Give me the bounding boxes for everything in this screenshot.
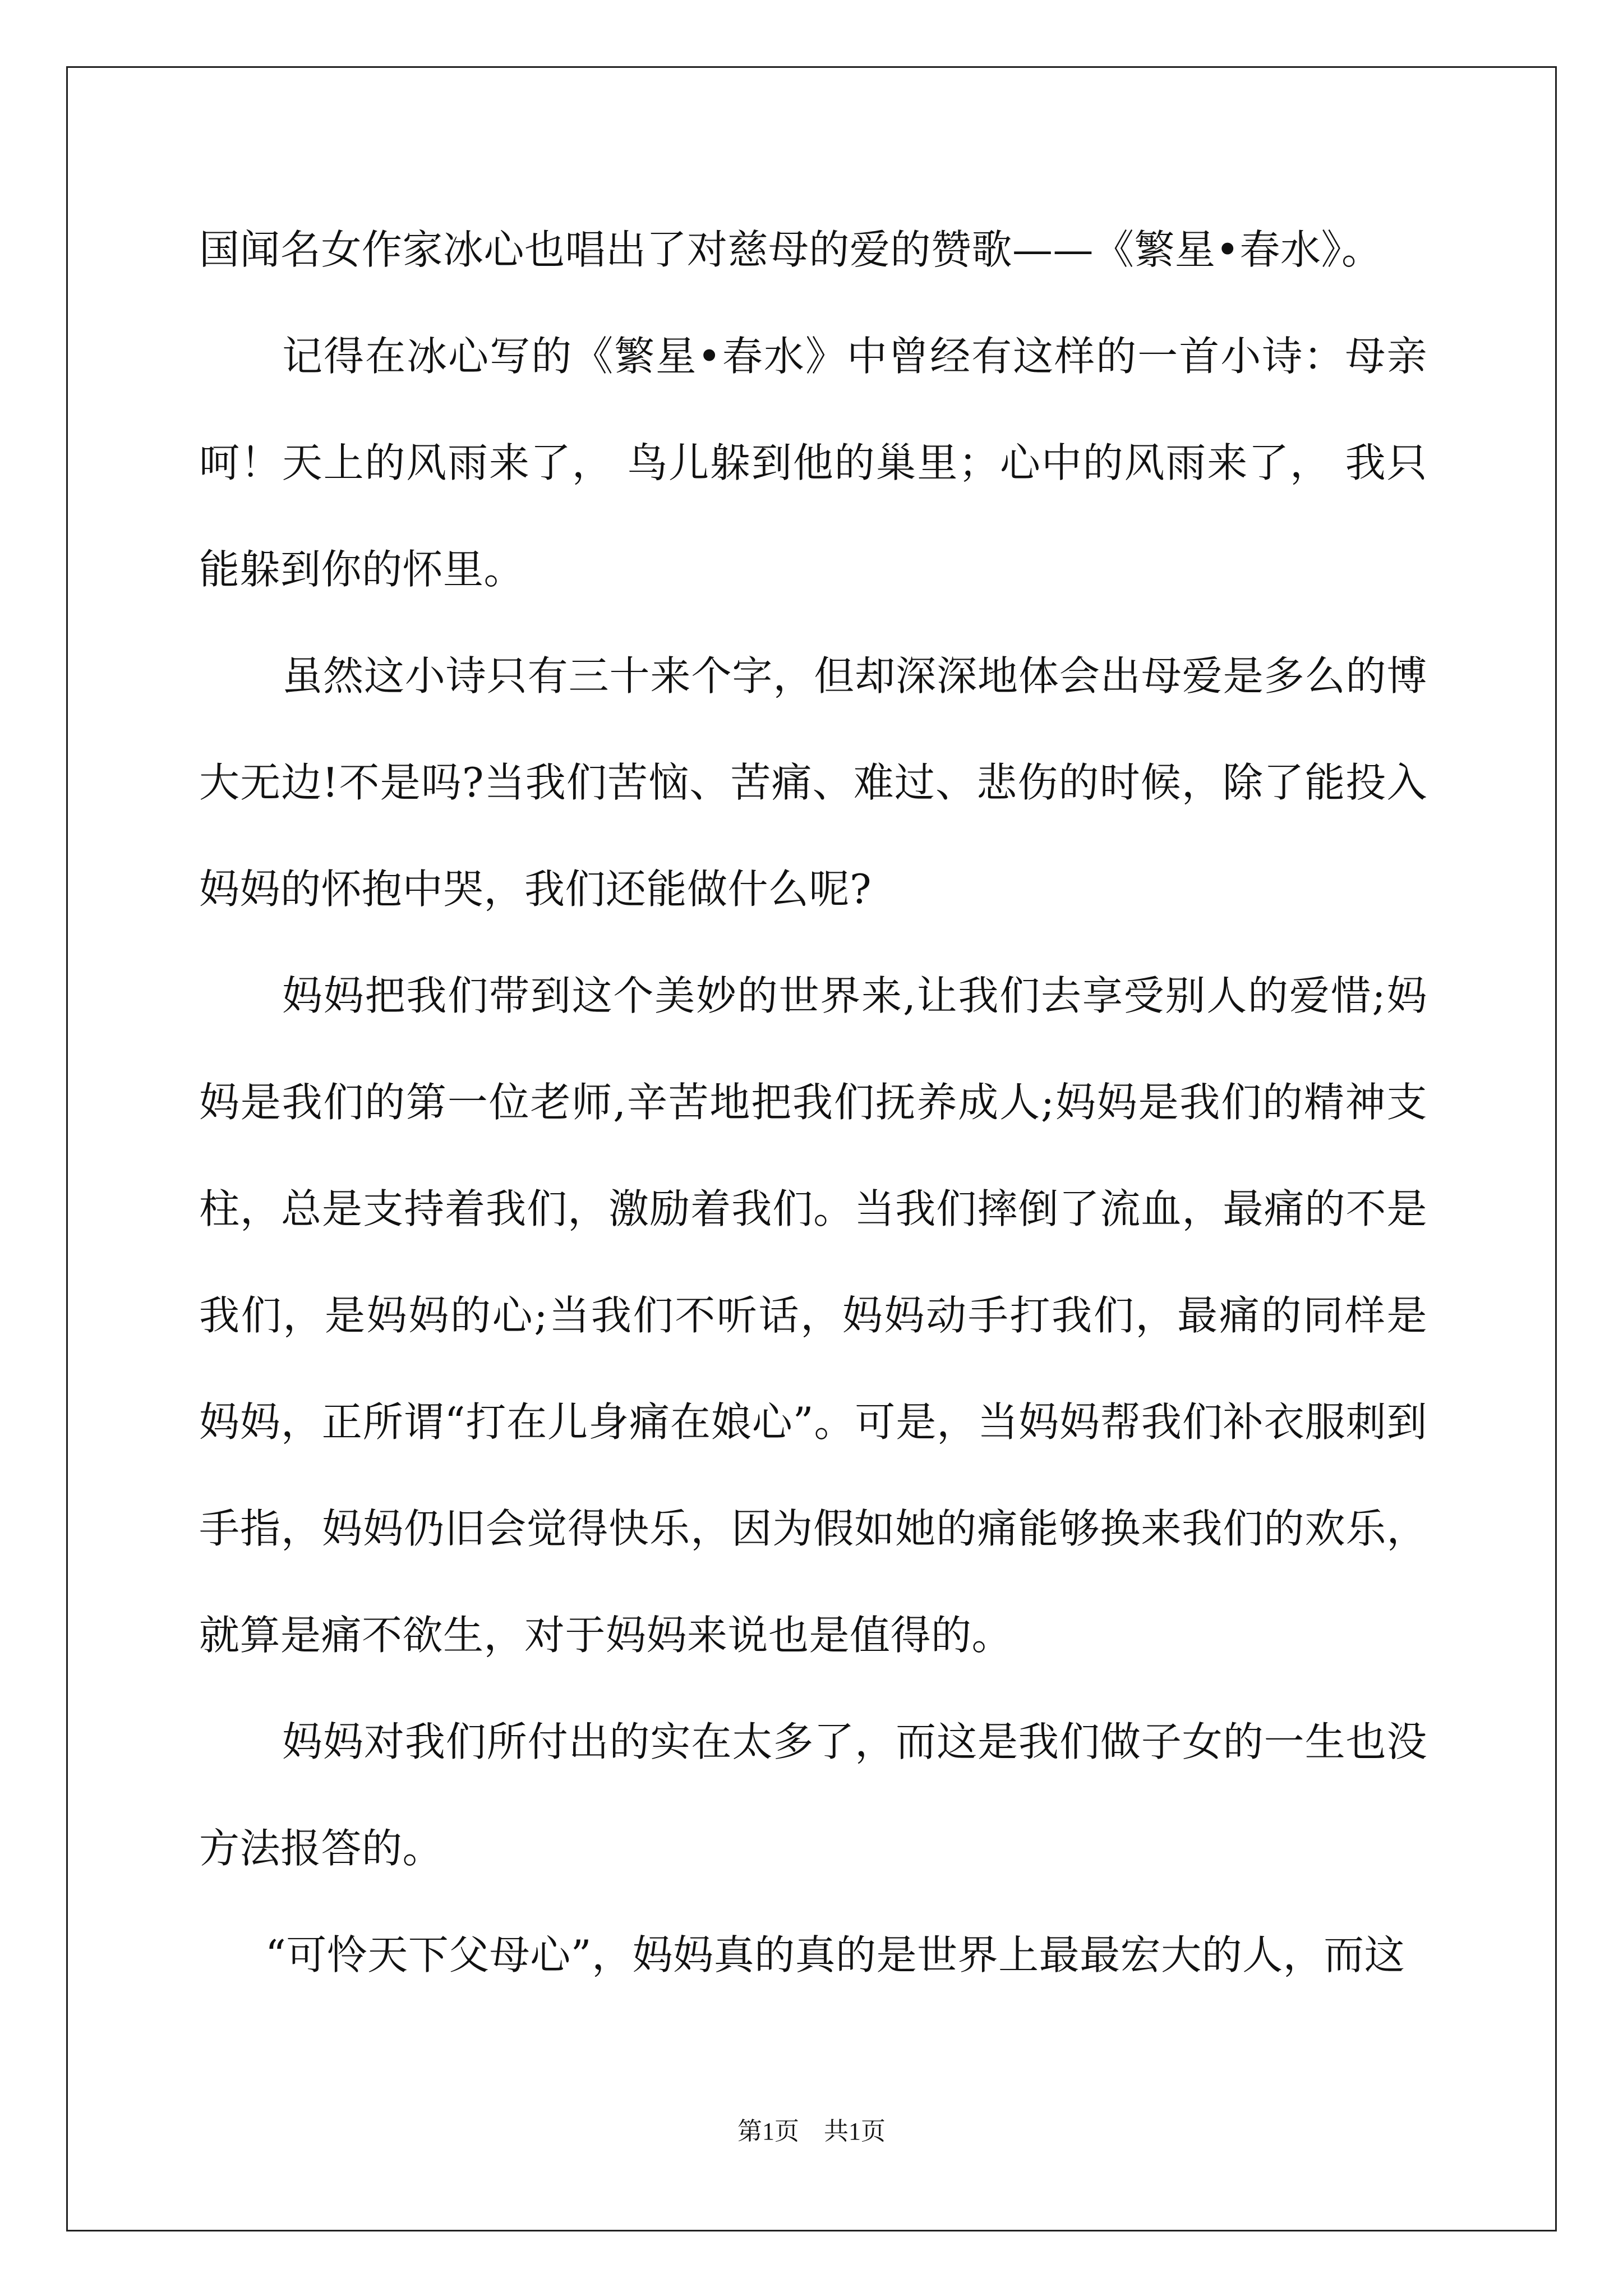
paragraph-6: “可怜天下父母心”，妈妈真的真的是世界上最最宏大的人，而这 — [265, 1931, 1405, 1978]
paragraph-2: 记得在冰心写的《繁星•春水》中曾经有这样的一首小诗：母亲呵！天上的风雨来了， 鸟儿躲到他的巢里；心中的风雨来了， 我只能躲到你的怀里。 — [199, 333, 1427, 593]
page-footer: 第1页 共1页 — [737, 2118, 886, 2145]
document-body — [199, 196, 1427, 2008]
paragraph-4: 妈妈把我们带到这个美妙的世界来,让我们去享受别人的爱惜;妈妈是我们的第一位老师,辛苦地把我们抚养成人;妈妈是我们的精神支柱，总是支持着我们，激励着我们。当我们摔倒了流血，最痛的不是我们，是妈妈的心;当我们不听话，妈妈动手打我们，最痛的同样是妈妈，正所谓“打在儿身痛在娘心”。可是，当妈妈帮我们补衣服刺到手指，妈妈仍旧会觉得快乐，因为假如她的痛能够换来我们的欢乐，就算是痛不欲生，对于妈妈来说也是值得的。 — [199, 972, 1427, 1659]
paragraph-5: 妈妈对我们所付出的实在太多了，而这是我们做子女的一生也没方法报答的。 — [199, 1718, 1427, 1872]
paragraph-1: 国闻名女作家冰心也唱出了对慈母的爱的赞歌——《繁星•春水》。 — [199, 226, 1382, 273]
paragraph-3: 虽然这小诗只有三十来个字，但却深深地体会出母爱是多么的博大无边!不是吗?当我们苦恼、苦痛、难过、悲伤的时候，除了能投入妈妈的怀抱中哭，我们还能做什么呢? — [199, 652, 1427, 913]
